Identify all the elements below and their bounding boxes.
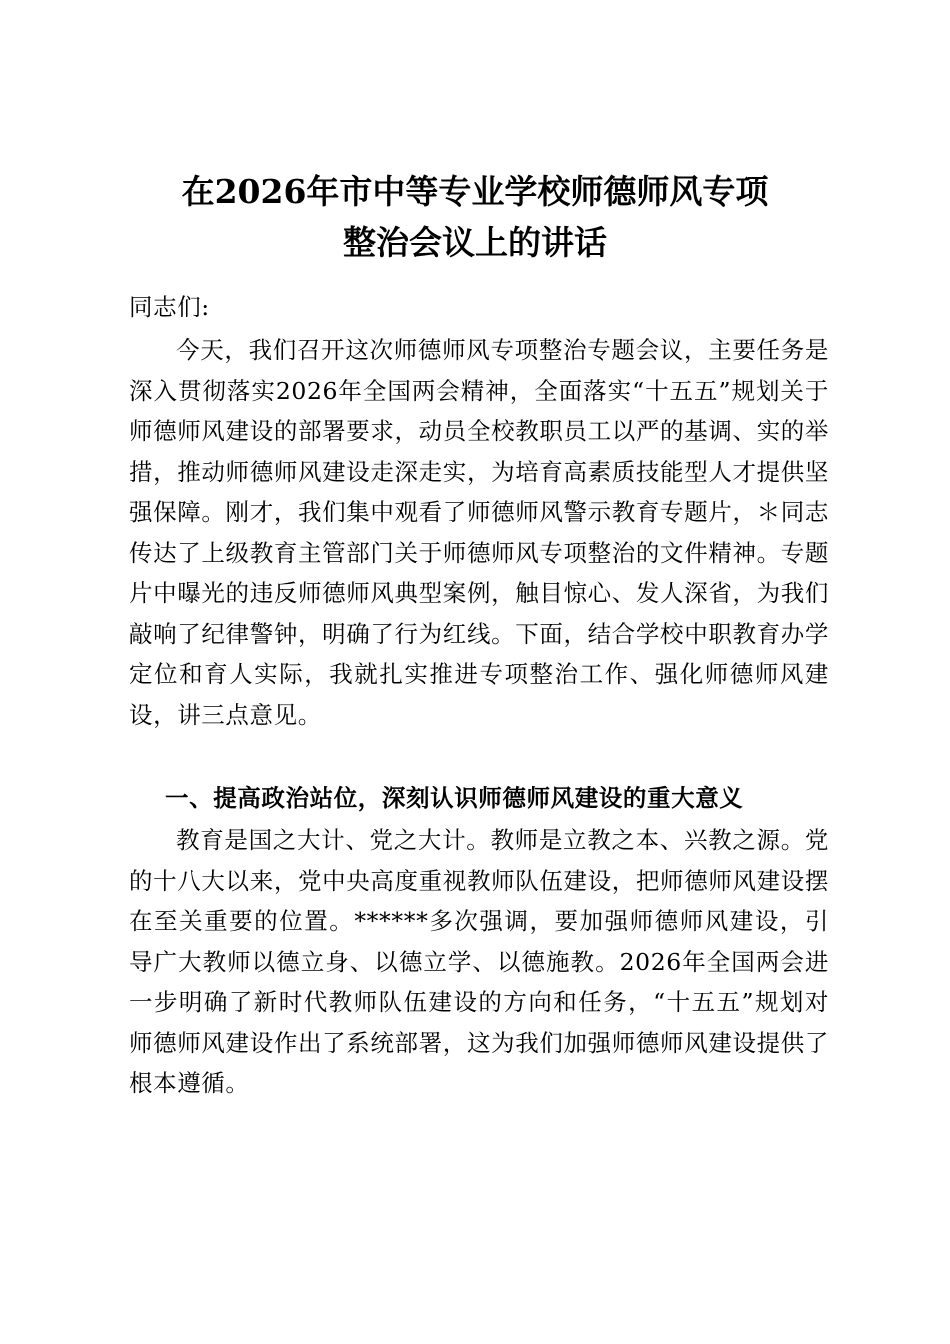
page-title-line-2: 整治会议上的讲话 (343, 223, 607, 262)
salutation: 同志们: (129, 293, 210, 321)
paragraph-section-1: 教育是国之大计、党之大计。教师是立教之本、兴教之源。党的十八大以来，党中央高度重视教师队伍建设，把师德师风建设摆在至关重要的位置。******多次强调，要加强师德师风建设，引导广大教师以德立身、以德立学、以德施教。2026年全国两会进一步明确了新时代教师队伍建设的方向和任务，“十五五”规划对师德师风建设作出了系统部署，这为我们加强师德师风建设提供了根本遵循。 (129, 826, 829, 1097)
section-heading-1: 一、提高政治站位，深刻认识师德师风建设的重大意义 (165, 784, 744, 812)
paragraph-intro: 今天，我们召开这次师德师风专项整治专题会议，主要任务是深入贯彻落实2026年全国两会精神，全面落实“十五五”规划关于师德师风建设的部署要求，动员全校教职员工以严的基调、实的举措，推动师德师风建设走深走实，为培育高素质技能型人才提供坚强保障。刚才，我们集中观看了师德师风警示教育专题片，＊同志传达了上级教育主管部门关于师德师风专项整治的文件精神。专题片中曝光的违反师德师风典型案例，触目惊心、发人深省，为我们敲响了纪律警钟，明确了行为红线。下面，结合学校中职教育办学定位和育人实际，我就扎实推进专项整治工作、强化师德师风建设，讲三点意见。 (129, 336, 829, 729)
page-title-line-1: 在2026年市中等专业学校师德师风专项 (181, 172, 769, 211)
